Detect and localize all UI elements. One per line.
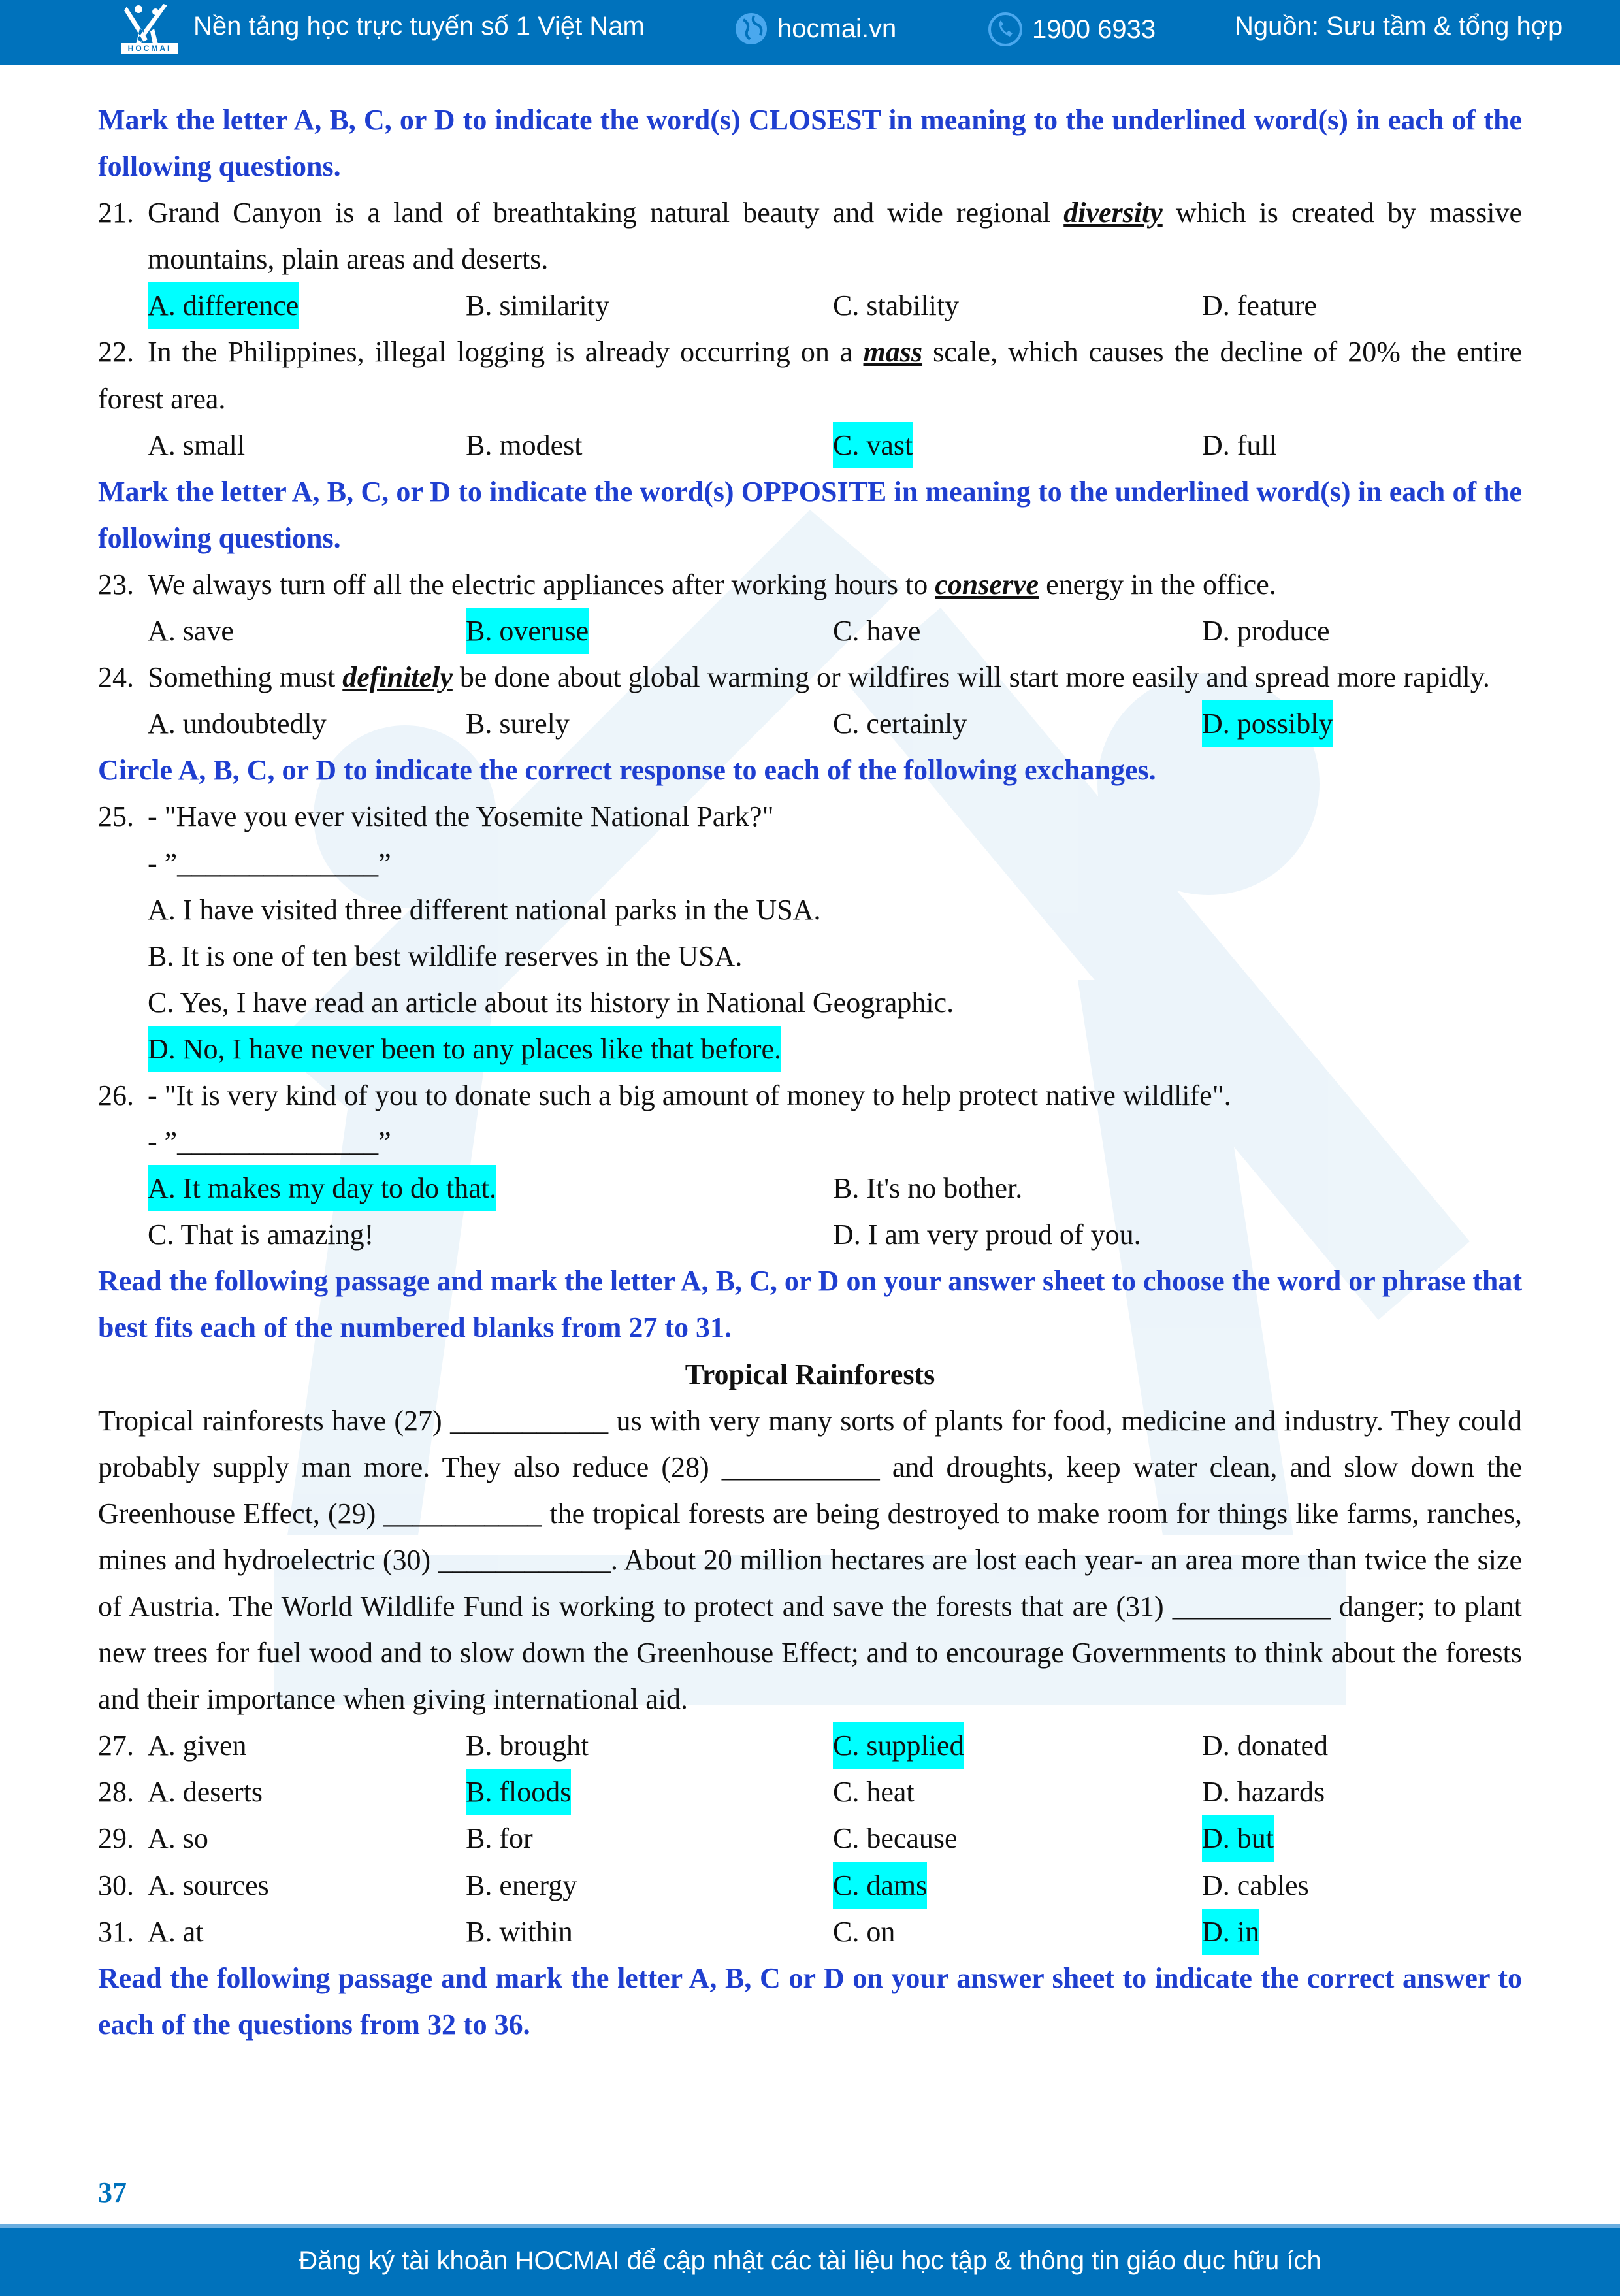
options-row: [98, 1862, 1522, 1909]
options-row: [98, 1165, 1522, 1211]
tagline: [193, 12, 645, 41]
top-banner: [0, 0, 1620, 65]
section-instruction: Mark the letter A, B, C, or D to indicate the word(s) CLOSEST in meaning to the underlined word(s) in each of the following questions.: [98, 104, 1522, 183]
stem-text: energy in the office.: [1039, 568, 1276, 600]
passage-title: Tropical Rainforests: [685, 1358, 935, 1390]
question-number: 27.: [98, 1730, 134, 1762]
options-row: [98, 1815, 1522, 1861]
stem-text: In the Philippines, illegal logging is already occurring on a: [148, 336, 864, 369]
question-stem: [98, 561, 1522, 608]
exchange-text: - "Have you ever visited the Yosemite National Park?": [148, 800, 774, 833]
answer-option[interactable]: D. donated: [1202, 1730, 1329, 1762]
underlined-word: diversity: [1063, 197, 1163, 229]
answer-option[interactable]: B. It is one of ten best wildlife reserves in the USA.: [148, 940, 743, 972]
answer-option[interactable]: D. No, I have never been to any places like that before.: [148, 1026, 781, 1072]
question-stem: [98, 329, 1522, 421]
stem-text: Something must: [148, 661, 343, 694]
question-number: 31.: [98, 1915, 134, 1948]
answer-option[interactable]: A. at: [148, 1915, 204, 1948]
question-number: 30.: [98, 1869, 134, 1901]
answer-option[interactable]: D. possibly: [1202, 700, 1333, 747]
logo-text: HOCMAI: [122, 43, 178, 54]
question-number: 25.: [98, 800, 134, 833]
section-instruction: Read the following passage and mark the letter A, B, C, or D on your answer sheet to choose the word or phrase that best fits each of the numbered blanks from 27 to 31.: [98, 1265, 1522, 1344]
answer-option[interactable]: C. heat: [833, 1776, 915, 1809]
stem-text: be done about global warming or wildfires will start more easily and spread more rapidly.: [452, 661, 1490, 694]
answer-option[interactable]: C. supplied: [833, 1722, 964, 1769]
answer-option[interactable]: C. on: [833, 1915, 896, 1948]
underlined-word: definitely: [342, 661, 453, 694]
exchange-text: - ”______________”: [148, 1126, 391, 1158]
answer-option[interactable]: C. certainly: [833, 708, 967, 740]
exchange-text: - ”______________”: [148, 847, 391, 879]
question-number: 28.: [98, 1776, 134, 1809]
underlined-word: mass: [863, 336, 923, 369]
question-number: 29.: [98, 1822, 134, 1855]
stem-text: scale, which causes the decline of 20% the entire forest area.: [98, 336, 1523, 415]
options-row: [98, 1026, 1522, 1072]
stem-text: We always turn off all the electric appliances after working hours to: [148, 568, 935, 600]
exchange-line: [98, 840, 1522, 887]
question-number: 21.: [98, 197, 134, 229]
answer-option[interactable]: A. I have visited three different national parks in the USA.: [148, 893, 821, 926]
question-stem: [98, 189, 1522, 282]
bottom-banner: [0, 2224, 1620, 2296]
answer-option[interactable]: C. Yes, I have read an article about its history in National Geographic.: [148, 986, 954, 1019]
answer-option[interactable]: D. hazards: [1202, 1776, 1325, 1809]
website-link[interactable]: [734, 12, 896, 46]
answer-option[interactable]: A. It makes my day to do that.: [148, 1165, 496, 1211]
answer-option[interactable]: B. modest: [466, 429, 583, 461]
page-number: 37: [98, 2176, 127, 2208]
answer-option[interactable]: C. That is amazing!: [148, 1219, 374, 1251]
phone-link[interactable]: [988, 12, 1156, 47]
options-row: [98, 1769, 1522, 1815]
phone-text: 1900 6933: [1032, 14, 1156, 44]
source-note: [1235, 12, 1563, 41]
answer-option[interactable]: C. because: [833, 1822, 958, 1855]
options-row: [98, 933, 1522, 979]
answer-option[interactable]: C. dams: [833, 1862, 927, 1909]
answer-option[interactable]: D. in: [1202, 1909, 1259, 1955]
answer-option[interactable]: D. produce: [1202, 615, 1330, 648]
website-text: hocmai.vn: [777, 14, 897, 43]
section-instruction: Circle A, B, C, or D to indicate the correct response to each of the following exchanges.: [98, 754, 1156, 787]
options-row: [98, 887, 1522, 933]
answer-option[interactable]: A. deserts: [148, 1776, 263, 1809]
answer-option[interactable]: B. energy: [466, 1869, 577, 1901]
answer-option[interactable]: D. but: [1202, 1815, 1274, 1861]
answer-option[interactable]: D. feature: [1202, 289, 1317, 322]
answer-option[interactable]: B. It's no bother.: [833, 1172, 1023, 1205]
underlined-word: conserve: [935, 568, 1039, 600]
options-row: [98, 422, 1522, 468]
tagline-text: Nền tảng học trực tuyến số 1 Việt Nam: [193, 12, 645, 41]
answer-option[interactable]: B. for: [466, 1822, 533, 1855]
answer-option[interactable]: B. floods: [466, 1769, 571, 1815]
source-text: Nguồn: Sưu tầm & tổng hợp: [1235, 12, 1563, 41]
stem-text: Grand Canyon is a land of breathtaking natural beauty and wide regional: [148, 197, 1064, 229]
answer-option[interactable]: A. small: [148, 429, 246, 461]
answer-option[interactable]: B. brought: [466, 1730, 589, 1762]
answer-option[interactable]: B. surely: [466, 708, 570, 740]
question-number: 22.: [98, 336, 134, 369]
exchange-line: [98, 1072, 1522, 1119]
stem-text: which is created by massive mountains, plain areas and deserts.: [148, 197, 1522, 276]
options-row: [98, 1909, 1522, 1955]
answer-option[interactable]: A. so: [148, 1822, 208, 1855]
answer-option[interactable]: A. sources: [148, 1869, 269, 1901]
document-body: [98, 97, 1522, 2048]
answer-option[interactable]: B. overuse: [466, 608, 589, 654]
options-row: [98, 608, 1522, 654]
options-row: [98, 282, 1522, 329]
answer-option[interactable]: B. within: [466, 1915, 573, 1948]
answer-option[interactable]: A. difference: [148, 282, 299, 329]
answer-option[interactable]: C. stability: [833, 289, 960, 322]
answer-option[interactable]: C. vast: [833, 422, 913, 468]
globe-icon: [734, 12, 768, 46]
passage-paragraph: Tropical rainforests have (27) ___________ us with very many sorts of plants for food, medicine and industry. They could probably supply man more. They also reduce (28) ___________ and droughts, keep water clean, and slow down the Greenhouse Effect, (29) ___________ the tropical forests are being destroyed to make room for things like farms, ranches, mines and hydroelectric (30) ____________. About 20 million hectares are lost each year- an area more than twice the size of Austria. The World Wildlife Fund is working to protect and save the forests that are (31) ___________ danger; to plant new trees for fuel wood and to slow down the Greenhouse Effect; and to encourage Governments to think about the forests and their importance when giving international aid.: [98, 1404, 1522, 1716]
answer-option[interactable]: A. save: [148, 615, 234, 648]
answer-option[interactable]: B. similarity: [466, 289, 609, 322]
answer-option[interactable]: A. undoubtedly: [148, 708, 327, 740]
footer-text: Đăng ký tài khoản HOCMAI để cập nhật các tài liệu học tập & thông tin giáo dục hữu ích: [299, 2246, 1321, 2275]
answer-option[interactable]: D. full: [1202, 429, 1277, 461]
question-number: 24.: [98, 661, 134, 694]
exchange-text: - "It is very kind of you to donate such a big amount of money to help protect native wildlife".: [148, 1079, 1231, 1111]
question-stem: [98, 654, 1522, 700]
section-instruction: Read the following passage and mark the letter A, B, C or D on your answer sheet to indicate the correct answer to each of the questions from 32 to 36.: [98, 1961, 1522, 2041]
phone-icon: [988, 12, 1023, 47]
question-number: 26.: [98, 1079, 134, 1111]
exchange-line: [98, 1119, 1522, 1165]
exchange-line: [98, 793, 1522, 840]
options-row: [98, 979, 1522, 1026]
section-instruction: Mark the letter A, B, C, or D to indicate the word(s) OPPOSITE in meaning to the underlined word(s) in each of the following questions.: [98, 475, 1522, 554]
answer-option[interactable]: D. cables: [1202, 1869, 1309, 1901]
answer-option[interactable]: A. given: [148, 1730, 247, 1762]
question-number: 23.: [98, 568, 134, 600]
answer-option[interactable]: D. I am very proud of you.: [833, 1219, 1141, 1251]
answer-option[interactable]: C. have: [833, 615, 921, 648]
options-row: [98, 1722, 1522, 1769]
options-row: [98, 700, 1522, 747]
options-row: [98, 1211, 1522, 1258]
